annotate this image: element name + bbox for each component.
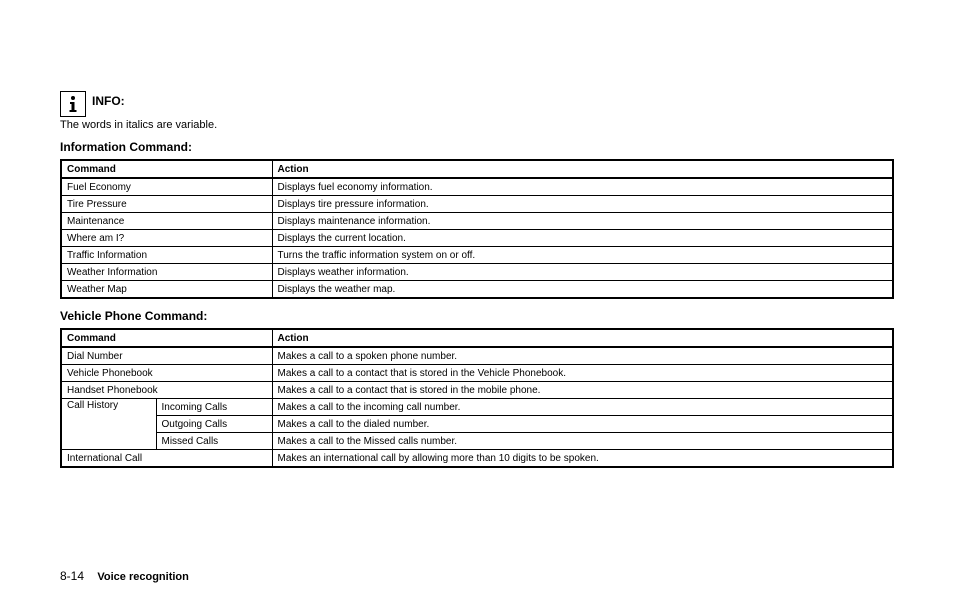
table-row xyxy=(61,347,893,365)
info-text: The words in italics are variable. xyxy=(60,119,218,131)
command-cell: Vehicle Phonebook xyxy=(61,365,272,382)
action-cell: Makes a call to a contact that is stored in the Vehicle Phonebook. xyxy=(272,365,893,382)
action-cell: Displays weather information. xyxy=(272,264,893,281)
table-row xyxy=(61,196,893,213)
table-row xyxy=(61,264,893,281)
table-row xyxy=(61,365,893,382)
table-header-row xyxy=(61,329,893,347)
action-cell: Displays the current location. xyxy=(272,230,893,247)
action-cell: Displays maintenance information. xyxy=(272,213,893,230)
sub-command-cell: Outgoing Calls xyxy=(156,416,272,433)
action-cell: Displays fuel economy information. xyxy=(272,178,893,196)
command-cell: Dial Number xyxy=(61,347,272,365)
action-cell: Makes a call to the Missed calls number. xyxy=(272,433,893,450)
table-row xyxy=(61,230,893,247)
command-cell: Handset Phonebook xyxy=(61,382,272,399)
action-cell: Makes a call to the dialed number. xyxy=(272,416,893,433)
info-label: INFO: xyxy=(92,94,125,108)
action-cell: Displays tire pressure information. xyxy=(272,196,893,213)
action-cell: Makes a call to the incoming call number. xyxy=(272,399,893,416)
table-row xyxy=(61,399,893,416)
action-cell: Makes an international call by allowing more than 10 digits to be spoken. xyxy=(272,450,893,468)
sub-command-cell: Incoming Calls xyxy=(156,399,272,416)
command-cell: Weather Map xyxy=(61,281,272,299)
information-section-title: Information Command: xyxy=(60,140,192,154)
info-icon xyxy=(60,91,86,117)
page-number: 8-14 xyxy=(60,569,85,583)
command-cell: Fuel Economy xyxy=(61,178,272,196)
column-header-action: Action xyxy=(272,329,893,347)
column-header-command: Command xyxy=(61,329,272,347)
command-cell: Where am I? xyxy=(61,230,272,247)
action-cell: Makes a call to a contact that is stored in the mobile phone. xyxy=(272,382,893,399)
command-cell: Maintenance xyxy=(61,213,272,230)
command-cell: International Call xyxy=(61,450,272,468)
command-cell: Weather Information xyxy=(61,264,272,281)
table-row xyxy=(61,281,893,299)
table-header-row xyxy=(61,160,893,178)
information-command-table xyxy=(60,159,894,299)
sub-command-cell: Missed Calls xyxy=(156,433,272,450)
call-history-cell: Call History xyxy=(61,399,156,450)
action-cell: Makes a call to a spoken phone number. xyxy=(272,347,893,365)
table-row xyxy=(61,450,893,468)
info-note xyxy=(60,91,125,117)
command-cell: Traffic Information xyxy=(61,247,272,264)
action-cell: Turns the traffic information system on or off. xyxy=(272,247,893,264)
phone-section-title: Vehicle Phone Command: xyxy=(60,309,208,323)
table-row xyxy=(61,382,893,399)
table-row xyxy=(61,178,893,196)
command-cell: Tire Pressure xyxy=(61,196,272,213)
page-footer xyxy=(60,569,189,583)
table-row xyxy=(61,247,893,264)
table-row xyxy=(61,416,893,433)
chapter-title: Voice recognition xyxy=(97,571,189,583)
table-row xyxy=(61,213,893,230)
column-header-command: Command xyxy=(61,160,272,178)
action-cell: Displays the weather map. xyxy=(272,281,893,299)
column-header-action: Action xyxy=(272,160,893,178)
phone-command-table xyxy=(60,328,894,468)
table-row xyxy=(61,433,893,450)
